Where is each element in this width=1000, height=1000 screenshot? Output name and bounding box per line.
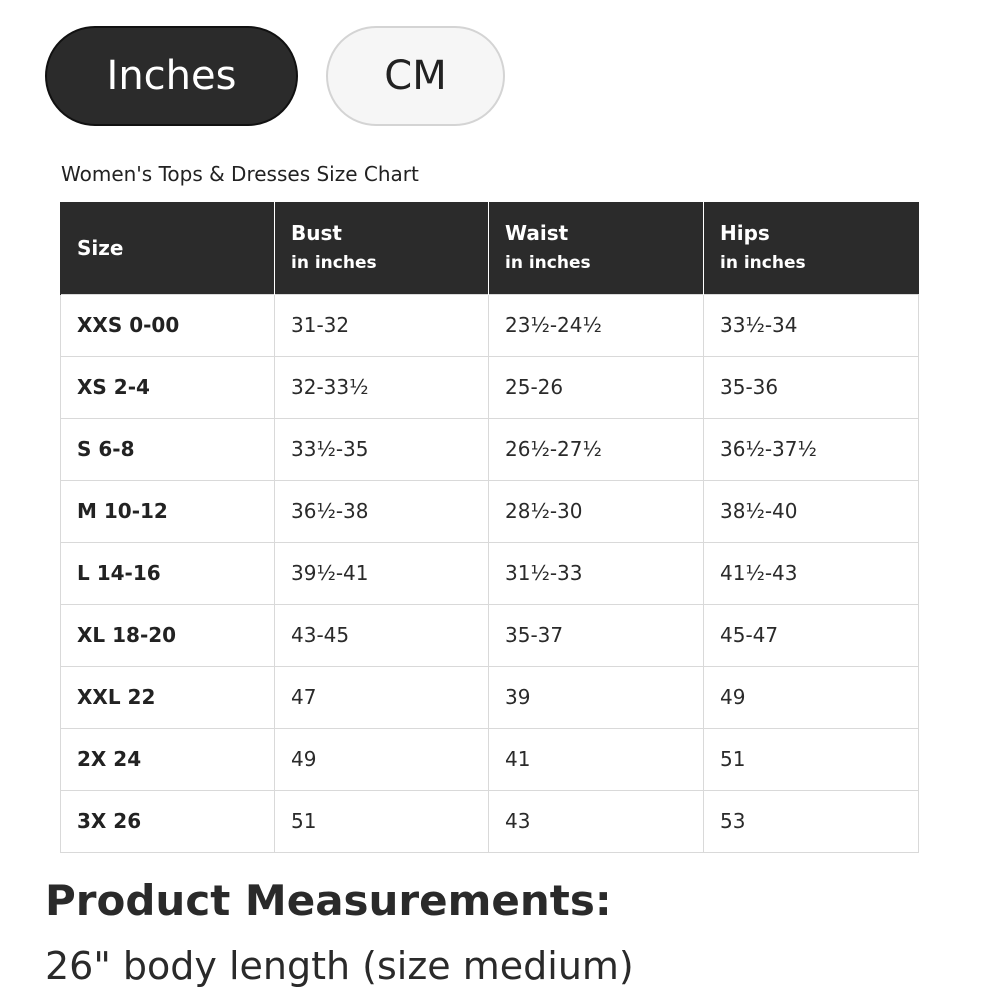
bust-cell: 31-32 bbox=[275, 294, 489, 356]
hips-cell: 36½-37½ bbox=[704, 418, 919, 480]
waist-cell: 41 bbox=[489, 728, 704, 790]
unit-toggle-inches[interactable]: Inches bbox=[45, 26, 298, 126]
column-header-bust bbox=[275, 202, 489, 294]
size-cell: XS 2-4 bbox=[61, 356, 275, 418]
bust-cell: 43-45 bbox=[275, 604, 489, 666]
column-header-label: Size bbox=[77, 235, 124, 260]
column-header-label: Waist bbox=[505, 220, 569, 245]
unit-toggle-cm[interactable]: CM bbox=[326, 26, 505, 126]
column-header-hips bbox=[704, 202, 919, 294]
waist-cell: 35-37 bbox=[489, 604, 704, 666]
waist-cell: 43 bbox=[489, 790, 704, 852]
size-chart-table bbox=[60, 202, 919, 853]
size-cell: XXL 22 bbox=[61, 666, 275, 728]
size-cell: XXS 0-00 bbox=[61, 294, 275, 356]
waist-cell: 26½-27½ bbox=[489, 418, 704, 480]
column-header-unit: in inches bbox=[720, 252, 806, 273]
size-cell: XL 18-20 bbox=[61, 604, 275, 666]
column-header-unit: in inches bbox=[291, 252, 377, 273]
bust-cell: 49 bbox=[275, 728, 489, 790]
hips-cell: 45-47 bbox=[704, 604, 919, 666]
table-row bbox=[61, 542, 919, 604]
hips-cell: 41½-43 bbox=[704, 542, 919, 604]
column-header-size bbox=[61, 202, 275, 294]
product-measurements-heading: Product Measurements: bbox=[45, 876, 612, 925]
table-row bbox=[61, 604, 919, 666]
body-length-text: 26" body length (size medium) bbox=[45, 944, 634, 988]
bust-cell: 51 bbox=[275, 790, 489, 852]
hips-cell: 51 bbox=[704, 728, 919, 790]
waist-cell: 31½-33 bbox=[489, 542, 704, 604]
hips-cell: 53 bbox=[704, 790, 919, 852]
table-row bbox=[61, 356, 919, 418]
waist-cell: 39 bbox=[489, 666, 704, 728]
table-row bbox=[61, 294, 919, 356]
bust-cell: 47 bbox=[275, 666, 489, 728]
bust-cell: 33½-35 bbox=[275, 418, 489, 480]
hips-cell: 38½-40 bbox=[704, 480, 919, 542]
size-chart-body bbox=[61, 294, 919, 852]
column-header-waist bbox=[489, 202, 704, 294]
waist-cell: 28½-30 bbox=[489, 480, 704, 542]
size-chart-title: Women's Tops & Dresses Size Chart bbox=[61, 162, 419, 186]
size-cell: S 6-8 bbox=[61, 418, 275, 480]
table-row bbox=[61, 728, 919, 790]
hips-cell: 35-36 bbox=[704, 356, 919, 418]
hips-cell: 49 bbox=[704, 666, 919, 728]
size-cell: M 10-12 bbox=[61, 480, 275, 542]
size-cell: 3X 26 bbox=[61, 790, 275, 852]
waist-cell: 25-26 bbox=[489, 356, 704, 418]
waist-cell: 23½-24½ bbox=[489, 294, 704, 356]
bust-cell: 39½-41 bbox=[275, 542, 489, 604]
table-row bbox=[61, 418, 919, 480]
table-row bbox=[61, 790, 919, 852]
hips-cell: 33½-34 bbox=[704, 294, 919, 356]
table-row bbox=[61, 666, 919, 728]
column-header-unit: in inches bbox=[505, 252, 591, 273]
column-header-label: Hips bbox=[720, 220, 770, 245]
table-row bbox=[61, 480, 919, 542]
bust-cell: 36½-38 bbox=[275, 480, 489, 542]
column-header-label: Bust bbox=[291, 220, 342, 245]
size-cell: L 14-16 bbox=[61, 542, 275, 604]
bust-cell: 32-33½ bbox=[275, 356, 489, 418]
size-cell: 2X 24 bbox=[61, 728, 275, 790]
table-header-row bbox=[61, 202, 919, 294]
